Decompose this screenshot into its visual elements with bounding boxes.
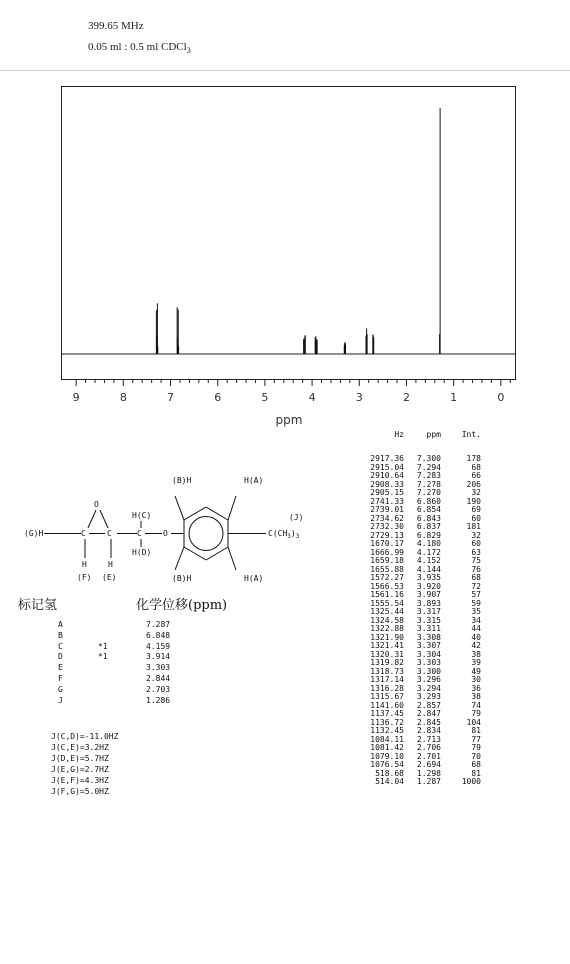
table-row [344,744,481,753]
table-row [344,549,481,558]
cell-int: 206 [466,479,481,489]
cell-hz: 1136.72 [370,717,404,727]
cell-ppm: 4.152 [416,556,441,565]
cell-ppm: 3.307 [416,641,441,650]
x-tick-label: 0 [497,391,505,404]
chemical-structure [10,466,340,591]
note-mark [98,620,146,631]
cell-ppm: 7.270 [416,488,441,497]
structure-bonds [44,496,266,570]
cell-hz: 1318.73 [370,666,404,676]
cell-int: 1000 [461,777,481,786]
table-row [344,736,481,745]
note-mark [98,685,146,696]
cell-ppm: 1.287 [416,777,441,786]
cell-hz: 1315.67 [370,692,404,701]
cell-int: 44 [471,624,481,633]
assignment-table [58,620,196,706]
cell-int: 190 [466,496,481,506]
cell-ppm: 3.935 [416,573,441,582]
x-axis-label: ppm [275,413,303,427]
shift-value: 4.159 [146,641,171,651]
shift-value: 2.703 [146,684,171,694]
cell-ppm: 7.294 [416,462,441,472]
hydrogen-label: B [58,630,63,640]
peak-table-header [344,431,481,455]
table-row [344,685,481,694]
acquisition-info [88,16,191,58]
table-row [344,778,481,787]
cell-ppm: 7.278 [416,479,441,489]
coupling-line: J(C,E)=3.2HZ [51,743,109,752]
cell-int: 178 [466,454,481,463]
hydrogen-label: A [58,620,63,629]
cell-int: 57 [471,590,481,599]
table-row [344,583,481,592]
cell-hz: 1084.11 [370,734,404,744]
cell-hz: 2908.33 [370,479,404,489]
label-tbutyl [268,529,300,540]
assignment-row [58,685,196,696]
assignment-row [58,631,196,642]
table-row [344,693,481,702]
cell-ppm: 3.893 [416,598,441,608]
cell-int: 74 [471,700,481,710]
cell-ppm: 3.317 [416,607,441,616]
cell-int: 35 [471,607,481,616]
cell-ppm: 3.294 [416,683,441,693]
cell-int: 76 [471,564,481,574]
cell-hz: 514.04 [375,777,404,786]
table-row [344,642,481,651]
x-tick-label: 9 [72,391,80,404]
cell-hz: 1566.53 [370,581,404,591]
label-hd: H(D) [132,548,152,557]
assignment-row [58,674,196,685]
cell-int: 77 [471,734,481,744]
shift-value: 7.287 [146,620,171,629]
assignment-row [58,620,196,631]
table-row [344,668,481,677]
cell-int: 30 [471,675,481,684]
coupling-line: J(D,E)=5.7HZ [51,754,109,763]
cell-ppm: 2.701 [416,751,441,761]
label-c3: C [137,529,142,538]
cell-int: 63 [471,547,481,557]
cell-int: 66 [471,471,481,480]
cell-ppm: 6.860 [416,496,441,506]
tbu-sub2: 3 [295,533,300,540]
cell-hz: 1555.54 [370,598,404,608]
cell-ppm: 3.311 [416,624,441,633]
table-row [344,532,481,541]
cell-hz: 1320.31 [370,649,404,659]
cell-ppm: 2.847 [416,709,441,718]
cell-hz: 1319.82 [370,658,404,667]
cell-ppm: 4.144 [416,564,441,574]
cell-int: 38 [471,649,481,659]
cell-int: 32 [471,488,481,497]
x-tick-label: 7 [167,391,175,404]
cell-int: 75 [471,556,481,565]
cell-hz: 1670.17 [370,539,404,548]
cell-hz: 2729.13 [370,530,404,540]
sample-text: 0.05 ml : 0.5 ml CDCl [88,41,187,53]
cell-int: 38 [471,692,481,701]
peak-table [344,431,481,787]
bond [175,547,184,570]
table-row [344,540,481,549]
cell-ppm: 3.308 [416,632,441,642]
note-mark [98,674,146,685]
label-ha-top: H(A) [244,476,264,485]
shift-value: 1.286 [146,695,171,705]
cell-int: 49 [471,666,481,676]
cell-ppm: 3.296 [416,675,441,684]
cell-hz: 1137.45 [370,709,404,718]
label-c2: C [107,529,112,538]
table-row [344,753,481,762]
cell-ppm: 4.172 [416,547,441,557]
cell-ppm: 3.293 [416,692,441,701]
coupling-constants [51,731,118,797]
cell-ppm: 2.834 [416,726,441,735]
table-row [344,489,481,498]
cell-hz: 2915.04 [370,462,404,472]
cell-ppm: 6.837 [416,522,441,531]
table-row [344,472,481,481]
assignment-row [58,663,196,674]
label-epoxide-o: O [94,500,99,509]
bond [88,510,96,528]
table-row [344,770,481,779]
table-row [344,455,481,464]
table-row [344,464,481,473]
cell-hz: 2741.33 [370,496,404,506]
cell-int: 68 [471,760,481,769]
cell-hz: 2739.01 [370,505,404,514]
cell-hz: 2732.30 [370,522,404,531]
cell-int: 40 [471,632,481,642]
assignment-title-h: 标记氢 [18,598,58,613]
cell-ppm: 7.300 [416,454,441,463]
cell-hz: 518.68 [375,768,404,778]
cell-ppm: 4.180 [416,539,441,548]
cell-hz: 1666.99 [370,547,404,557]
table-row [344,761,481,770]
sample-label [88,37,191,58]
cell-ppm: 3.907 [416,590,441,599]
cell-hz: 2917.36 [370,454,404,463]
table-row [344,710,481,719]
cell-int: 81 [471,726,481,735]
cell-ppm: 1.298 [416,768,441,778]
label-g: (G)H [24,529,44,538]
cell-int: 79 [471,709,481,718]
bond [228,496,236,520]
cell-hz: 1659.18 [370,556,404,565]
coupling-line: J(E,F)=4.3HZ [51,776,109,785]
frequency-label: 399.65 MHz [88,20,144,32]
plot-frame [62,87,516,380]
tbu-close: ) [290,529,296,538]
cell-hz: 1324.58 [370,615,404,625]
label-he: H [108,560,113,569]
cell-int: 68 [471,573,481,582]
hydrogen-label: C [58,641,63,651]
table-row [344,498,481,507]
assignment-title-shift: 化学位移(ppm) [136,598,228,613]
x-tick-label: 6 [214,391,222,404]
cell-ppm: 2.694 [416,760,441,769]
bond [184,547,206,560]
hydrogen-label: D [58,652,63,662]
cell-int: 60 [471,513,481,523]
x-tick-label: 5 [261,391,269,404]
x-tick-label: 4 [308,391,316,404]
cell-hz: 1321.41 [370,641,404,650]
cell-hz: 1081.42 [370,743,404,752]
cell-hz: 1322.88 [370,624,404,633]
cell-int: 72 [471,581,481,591]
header-hz: Hz [394,430,404,439]
hydrogen-label: G [58,684,63,694]
table-row [344,523,481,532]
cell-hz: 2910.64 [370,471,404,480]
shift-value: 6.848 [146,630,171,640]
cell-int: 32 [471,530,481,540]
cell-int: 68 [471,462,481,472]
note-mark: *1 [98,641,108,651]
tbu-sub: 3 [287,533,291,540]
cell-hz: 1132.45 [370,726,404,735]
label-e: (E) [102,573,117,582]
header-int: Int. [461,430,481,439]
label-hc: H(C) [132,511,152,520]
assignment-row [58,642,196,653]
cell-hz: 1316.28 [370,683,404,693]
label-f: (F) [77,573,92,582]
table-row [344,481,481,490]
table-row [344,676,481,685]
note-mark: *1 [98,652,108,662]
cell-hz: 1079.10 [370,751,404,761]
peak-layer [156,108,440,354]
x-tick-label: 1 [450,391,458,404]
note-mark [98,696,146,707]
cell-int: 70 [471,751,481,761]
aromatic-ring [189,517,223,551]
table-row [344,625,481,634]
cell-int: 36 [471,683,481,693]
table-row [344,557,481,566]
table-row [344,506,481,515]
cell-hz: 1325.44 [370,607,404,616]
cell-hz: 1655.88 [370,564,404,574]
bond [100,510,108,528]
label-j: (J) [289,513,304,522]
nmr-spectrum-chart [61,86,517,430]
cell-hz: 1076.54 [370,760,404,769]
table-row [344,591,481,600]
peak-table-body [344,455,481,787]
x-tick-label: 2 [402,391,410,404]
hydrogen-label: J [58,695,63,705]
coupling-line: J(E,G)=2.7HZ [51,765,109,774]
cell-int: 34 [471,615,481,625]
cell-int: 39 [471,658,481,667]
cell-int: 59 [471,598,481,608]
note-mark [98,631,146,642]
cell-ppm: 2.713 [416,734,441,744]
cell-ppm: 2.857 [416,700,441,710]
label-ether-o: O [163,529,168,538]
cell-hz: 1572.27 [370,573,404,582]
table-row [344,600,481,609]
assignment-row [58,652,196,663]
cell-ppm: 3.920 [416,581,441,591]
label-hf: H [82,560,87,569]
note-mark [98,663,146,674]
coupling-line: J(F,G)=5.0HZ [51,787,109,796]
assignment-row [58,696,196,707]
cell-hz: 1317.14 [370,675,404,684]
table-row [344,617,481,626]
bond [228,547,236,570]
cell-hz: 1141.60 [370,700,404,710]
bond [184,507,206,520]
label-c1: C [81,529,86,538]
x-axis [73,380,511,404]
table-row [344,702,481,711]
hydrogen-label: F [58,673,63,683]
table-row [344,608,481,617]
sample-subscript: 3 [186,46,191,55]
cell-ppm: 7.283 [416,471,441,480]
cell-hz: 2734.62 [370,513,404,523]
cell-int: 69 [471,505,481,514]
label-hb-bottom: (B)H [172,574,192,583]
x-tick-label: 3 [355,391,363,404]
bond [206,507,228,520]
header-divider [0,70,570,71]
cell-int: 79 [471,743,481,752]
header-ppm: ppm [426,430,441,439]
table-row [344,659,481,668]
label-ha-bottom: H(A) [244,574,264,583]
cell-ppm: 6.843 [416,513,441,523]
cell-ppm: 3.304 [416,649,441,659]
tbu-text: C(CH [268,529,288,538]
shift-value: 2.844 [146,673,171,683]
cell-ppm: 6.854 [416,505,441,514]
hydrogen-label: E [58,663,63,673]
cell-hz: 1321.90 [370,632,404,642]
cell-int: 42 [471,641,481,650]
cell-int: 81 [471,768,481,778]
shift-value: 3.914 [146,652,171,662]
cell-ppm: 2.706 [416,743,441,752]
cell-ppm: 3.303 [416,658,441,667]
table-row [344,566,481,575]
coupling-line: J(C,D)=-11.0HZ [51,732,119,741]
table-row [344,574,481,583]
label-hb-top: (B)H [172,476,192,485]
table-row [344,515,481,524]
cell-hz: 1561.16 [370,590,404,599]
table-row [344,719,481,728]
bond [206,547,228,560]
cell-ppm: 3.300 [416,666,441,676]
cell-ppm: 2.845 [416,717,441,727]
cell-int: 104 [466,717,481,727]
table-row [344,651,481,660]
cell-int: 181 [466,522,481,531]
shift-value: 3.303 [146,663,171,673]
cell-hz: 2905.15 [370,488,404,497]
x-tick-label: 8 [119,391,127,404]
table-row [344,634,481,643]
cell-int: 60 [471,539,481,548]
table-row [344,727,481,736]
cell-ppm: 3.315 [416,615,441,625]
bond [175,496,184,520]
cell-ppm: 6.829 [416,530,441,540]
